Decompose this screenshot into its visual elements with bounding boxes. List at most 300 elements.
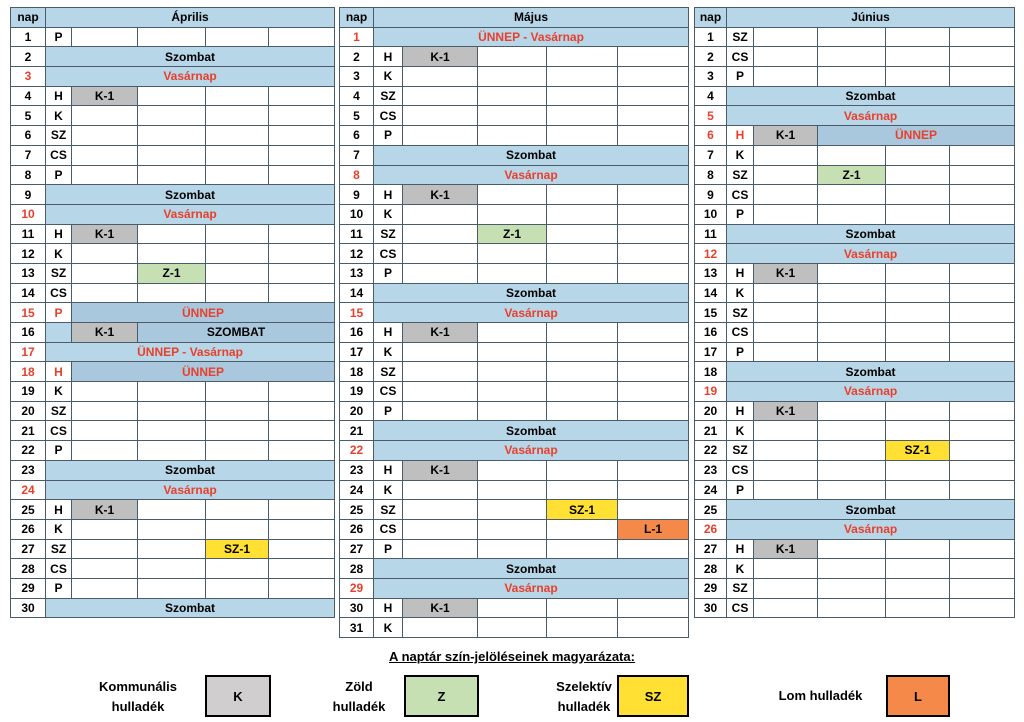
day-number: 18	[695, 362, 727, 382]
empty-cell	[950, 342, 1015, 362]
sunday-holiday-cell: Vasárnap	[374, 578, 689, 598]
legend-label-line: Kommunális	[98, 679, 177, 694]
empty-cell	[72, 263, 138, 283]
empty-cell	[72, 27, 138, 47]
empty-cell	[950, 67, 1015, 87]
empty-cell	[269, 165, 335, 185]
weekday-cell: K	[727, 421, 754, 441]
day-number: 13	[340, 263, 374, 283]
day-row	[695, 500, 1015, 520]
empty-cell	[754, 283, 818, 303]
empty-cell	[138, 244, 206, 264]
empty-cell	[950, 263, 1015, 283]
weekday-cell: H	[727, 539, 754, 559]
empty-cell	[403, 204, 478, 224]
saturday-cell: Szombat	[46, 185, 335, 205]
empty-cell	[886, 27, 950, 47]
empty-cell	[206, 165, 269, 185]
day-number: 29	[340, 578, 374, 598]
day-number: 19	[11, 382, 46, 402]
empty-cell	[950, 598, 1015, 618]
empty-cell	[754, 559, 818, 579]
weekday-cell: P	[727, 67, 754, 87]
empty-cell	[403, 618, 478, 638]
day-number: 22	[11, 441, 46, 461]
day-row	[695, 47, 1015, 67]
empty-cell	[206, 106, 269, 126]
day-number: 20	[340, 401, 374, 421]
empty-cell	[478, 204, 547, 224]
day-row	[11, 500, 335, 520]
weekday-cell: CS	[374, 106, 403, 126]
empty-cell	[886, 283, 950, 303]
day-row	[695, 303, 1015, 323]
empty-cell	[754, 460, 818, 480]
day-number: 25	[11, 500, 46, 520]
collection-z-cell: Z-1	[138, 263, 206, 283]
day-row	[340, 539, 689, 559]
weekday-cell: K	[374, 480, 403, 500]
collection-k-cell: K-1	[72, 323, 138, 343]
day-number: 6	[11, 126, 46, 146]
weekday-cell: P	[374, 263, 403, 283]
weekday-cell: P	[374, 401, 403, 421]
empty-cell	[618, 382, 689, 402]
day-number: 8	[695, 165, 727, 185]
empty-cell	[478, 244, 547, 264]
day-row	[340, 303, 689, 323]
empty-cell	[403, 342, 478, 362]
calendar-may	[339, 7, 689, 638]
empty-cell	[72, 401, 138, 421]
day-number: 16	[695, 323, 727, 343]
day-number: 8	[340, 165, 374, 185]
empty-cell	[618, 539, 689, 559]
empty-cell	[269, 401, 335, 421]
empty-cell	[618, 323, 689, 343]
empty-cell	[618, 67, 689, 87]
day-row	[11, 382, 335, 402]
month-title: Június	[727, 8, 1015, 28]
day-row	[11, 578, 335, 598]
day-row	[695, 283, 1015, 303]
day-number: 27	[340, 539, 374, 559]
empty-cell	[886, 204, 950, 224]
day-row	[340, 598, 689, 618]
collection-sz-cell: SZ-1	[206, 539, 269, 559]
day-row	[695, 244, 1015, 264]
day-number: 23	[11, 460, 46, 480]
weekday-cell: SZ	[46, 401, 72, 421]
weekday-cell: K	[374, 618, 403, 638]
legend-label-zold	[320, 677, 398, 717]
day-number: 5	[11, 106, 46, 126]
legend-label-line: Lom hulladék	[778, 688, 863, 703]
empty-cell	[206, 224, 269, 244]
sunday-holiday-cell: Vasárnap	[374, 165, 689, 185]
empty-cell	[206, 401, 269, 421]
empty-cell	[818, 539, 886, 559]
empty-cell	[547, 204, 618, 224]
empty-cell	[478, 401, 547, 421]
day-row	[695, 204, 1015, 224]
empty-cell	[478, 67, 547, 87]
empty-cell	[478, 539, 547, 559]
day-row	[340, 224, 689, 244]
day-number: 15	[340, 303, 374, 323]
day-row	[11, 480, 335, 500]
day-number: 26	[340, 519, 374, 539]
day-number: 7	[11, 145, 46, 165]
empty-cell	[72, 441, 138, 461]
legend-code: K	[233, 688, 243, 704]
day-number: 30	[11, 598, 46, 618]
empty-cell	[886, 185, 950, 205]
saturday-cell: Szombat	[46, 598, 335, 618]
empty-cell	[138, 441, 206, 461]
day-number: 13	[11, 263, 46, 283]
legend-code: L	[914, 688, 922, 704]
empty-cell	[950, 145, 1015, 165]
collection-k-cell: K-1	[403, 460, 478, 480]
empty-cell	[403, 106, 478, 126]
day-number: 24	[11, 480, 46, 500]
day-row	[11, 401, 335, 421]
weekday-cell: P	[727, 342, 754, 362]
day-number: 2	[695, 47, 727, 67]
day-row	[11, 106, 335, 126]
sunday-holiday-cell: Vasárnap	[727, 106, 1015, 126]
empty-cell	[72, 145, 138, 165]
weekday-cell: SZ	[374, 224, 403, 244]
empty-cell	[269, 126, 335, 146]
day-row	[11, 263, 335, 283]
empty-cell	[950, 303, 1015, 323]
sunday-holiday-cell: ÜNNEP - Vasárnap	[374, 27, 689, 47]
empty-cell	[618, 244, 689, 264]
empty-cell	[818, 460, 886, 480]
empty-cell	[206, 559, 269, 579]
day-row	[695, 67, 1015, 87]
sunday-holiday-cell: Vasárnap	[727, 244, 1015, 264]
empty-cell	[478, 263, 547, 283]
empty-cell	[547, 323, 618, 343]
empty-cell	[478, 185, 547, 205]
empty-cell	[269, 559, 335, 579]
day-row	[340, 342, 689, 362]
empty-cell	[206, 283, 269, 303]
empty-cell	[618, 224, 689, 244]
day-row	[11, 224, 335, 244]
day-row	[340, 460, 689, 480]
day-number: 2	[340, 47, 374, 67]
empty-cell	[754, 421, 818, 441]
day-row	[11, 145, 335, 165]
day-number: 1	[340, 27, 374, 47]
weekday-cell: H	[374, 185, 403, 205]
legend-label-szelektiv	[545, 677, 623, 717]
collection-k-cell: K-1	[754, 539, 818, 559]
empty-cell	[547, 244, 618, 264]
empty-cell	[547, 185, 618, 205]
empty-cell	[478, 618, 547, 638]
weekday-cell: CS	[374, 382, 403, 402]
legend-label-line: hulladék	[111, 699, 165, 714]
collection-k-cell: K-1	[403, 323, 478, 343]
empty-cell	[403, 500, 478, 520]
empty-cell	[950, 47, 1015, 67]
weekday-cell: P	[46, 441, 72, 461]
empty-cell	[138, 401, 206, 421]
weekday-cell: K	[46, 244, 72, 264]
weekday-cell: CS	[374, 244, 403, 264]
day-number: 28	[11, 559, 46, 579]
day-number: 17	[11, 342, 46, 362]
day-number: 12	[340, 244, 374, 264]
empty-cell	[138, 145, 206, 165]
empty-cell	[547, 126, 618, 146]
day-row	[11, 27, 335, 47]
saturday-cell: Szombat	[46, 47, 335, 67]
sunday-holiday-cell: Vasárnap	[46, 480, 335, 500]
weekday-cell: H	[374, 598, 403, 618]
empty-cell	[269, 224, 335, 244]
empty-cell	[547, 224, 618, 244]
weekday-cell: P	[46, 27, 72, 47]
day-row	[695, 598, 1015, 618]
legend-title: A naptár szín-jelöléseinek magyarázata:	[389, 649, 635, 664]
day-number: 22	[695, 441, 727, 461]
empty-cell	[138, 382, 206, 402]
empty-cell	[72, 421, 138, 441]
empty-cell	[206, 382, 269, 402]
day-row	[695, 460, 1015, 480]
day-row	[695, 263, 1015, 283]
day-number: 7	[340, 145, 374, 165]
empty-cell	[754, 145, 818, 165]
day-row	[695, 382, 1015, 402]
day-row	[11, 303, 335, 323]
empty-cell	[206, 500, 269, 520]
collection-k-cell: K-1	[72, 86, 138, 106]
empty-cell	[547, 460, 618, 480]
empty-cell	[950, 559, 1015, 579]
empty-cell	[403, 362, 478, 382]
day-number: 17	[340, 342, 374, 362]
empty-cell	[547, 67, 618, 87]
empty-cell	[886, 303, 950, 323]
weekday-cell: K	[727, 283, 754, 303]
weekday-cell: K	[374, 342, 403, 362]
empty-cell	[547, 362, 618, 382]
empty-cell	[72, 165, 138, 185]
empty-cell	[138, 539, 206, 559]
empty-cell	[403, 67, 478, 87]
day-number: 4	[340, 86, 374, 106]
empty-cell	[478, 47, 547, 67]
day-number: 13	[695, 263, 727, 283]
weekday-cell: H	[374, 460, 403, 480]
empty-cell	[886, 165, 950, 185]
day-row	[340, 204, 689, 224]
day-row	[11, 460, 335, 480]
weekday-cell: SZ	[727, 165, 754, 185]
empty-cell	[206, 145, 269, 165]
day-row	[695, 421, 1015, 441]
empty-cell	[403, 519, 478, 539]
calendar-june	[694, 7, 1015, 618]
day-number: 29	[695, 578, 727, 598]
empty-cell	[403, 263, 478, 283]
nap-header: nap	[695, 8, 727, 28]
day-number: 14	[11, 283, 46, 303]
empty-cell	[818, 342, 886, 362]
day-row	[11, 421, 335, 441]
day-number: 3	[695, 67, 727, 87]
weekday-cell: P	[46, 165, 72, 185]
day-number: 12	[11, 244, 46, 264]
weekday-cell: CS	[46, 145, 72, 165]
weekday-cell: P	[374, 126, 403, 146]
weekday-cell: K	[46, 519, 72, 539]
weekday-cell: H	[46, 224, 72, 244]
empty-cell	[269, 578, 335, 598]
weekday-cell: H	[46, 500, 72, 520]
day-row	[340, 263, 689, 283]
empty-cell	[269, 382, 335, 402]
empty-cell	[547, 106, 618, 126]
empty-cell	[478, 362, 547, 382]
day-number: 5	[340, 106, 374, 126]
empty-cell	[618, 185, 689, 205]
empty-cell	[618, 460, 689, 480]
day-row	[695, 86, 1015, 106]
empty-cell	[754, 47, 818, 67]
day-row	[695, 362, 1015, 382]
empty-cell	[206, 86, 269, 106]
empty-cell	[138, 126, 206, 146]
day-row	[695, 519, 1015, 539]
day-row	[340, 27, 689, 47]
empty-cell	[547, 401, 618, 421]
empty-cell	[886, 401, 950, 421]
day-number: 27	[695, 539, 727, 559]
saturday-cell: Szombat	[46, 460, 335, 480]
empty-cell	[818, 185, 886, 205]
weekday-cell: CS	[727, 460, 754, 480]
day-row	[340, 86, 689, 106]
day-number: 19	[695, 382, 727, 402]
empty-cell	[754, 185, 818, 205]
month-title: Április	[46, 8, 335, 28]
day-row	[695, 578, 1015, 598]
saturday-cell: Szombat	[727, 86, 1015, 106]
sunday-holiday-cell: Vasárnap	[374, 303, 689, 323]
day-number: 6	[340, 126, 374, 146]
weekday-cell: K	[374, 204, 403, 224]
empty-cell	[754, 27, 818, 47]
empty-cell	[403, 539, 478, 559]
day-number: 18	[340, 362, 374, 382]
empty-cell	[403, 86, 478, 106]
empty-cell	[478, 500, 547, 520]
day-number: 21	[695, 421, 727, 441]
nap-header: nap	[340, 8, 374, 28]
empty-cell	[818, 559, 886, 579]
weekday-cell: SZ	[727, 441, 754, 461]
legend-label-line: hulladék	[332, 699, 386, 714]
day-row	[340, 126, 689, 146]
empty-cell	[478, 342, 547, 362]
empty-cell	[547, 519, 618, 539]
collection-k-cell: K-1	[403, 185, 478, 205]
empty-cell	[478, 382, 547, 402]
collection-l-cell: L-1	[618, 519, 689, 539]
weekday-cell: K	[727, 145, 754, 165]
legend-label-line: Zöld	[345, 679, 373, 694]
weekday-cell: CS	[46, 559, 72, 579]
empty-cell	[754, 204, 818, 224]
empty-cell	[886, 47, 950, 67]
empty-cell	[72, 578, 138, 598]
day-row	[11, 598, 335, 618]
legend-box-szelektiv	[617, 675, 689, 717]
nap-header: nap	[11, 8, 46, 28]
day-number: 6	[695, 126, 727, 146]
sunday-holiday-cell: Vasárnap	[46, 204, 335, 224]
day-row	[695, 126, 1015, 146]
empty-cell	[269, 145, 335, 165]
empty-cell	[138, 500, 206, 520]
weekday-cell: P	[46, 303, 72, 323]
empty-cell	[618, 342, 689, 362]
day-row	[340, 362, 689, 382]
collection-k-cell: K-1	[403, 47, 478, 67]
empty-cell	[478, 460, 547, 480]
legend-label-kommunalis	[88, 677, 188, 717]
empty-cell	[547, 480, 618, 500]
weekday-cell: CS	[727, 598, 754, 618]
empty-cell	[618, 500, 689, 520]
empty-cell	[886, 578, 950, 598]
legend-code: Z	[437, 688, 446, 704]
legend-box-zold	[404, 675, 479, 717]
empty-cell	[138, 519, 206, 539]
empty-cell	[269, 244, 335, 264]
empty-cell	[403, 480, 478, 500]
sunday-holiday-cell: Vasárnap	[727, 519, 1015, 539]
day-row	[340, 618, 689, 638]
day-number: 1	[695, 27, 727, 47]
empty-cell	[269, 441, 335, 461]
day-row	[695, 441, 1015, 461]
weekday-cell: K	[727, 559, 754, 579]
empty-cell	[818, 441, 886, 461]
weekday-cell: SZ	[374, 500, 403, 520]
day-row	[11, 362, 335, 382]
empty-cell	[818, 598, 886, 618]
day-number: 8	[11, 165, 46, 185]
empty-cell	[950, 401, 1015, 421]
empty-cell	[886, 145, 950, 165]
empty-cell	[886, 559, 950, 579]
day-number: 11	[11, 224, 46, 244]
empty-cell	[886, 480, 950, 500]
empty-cell	[818, 283, 886, 303]
day-row	[11, 86, 335, 106]
weekday-cell: H	[374, 323, 403, 343]
empty-cell	[206, 244, 269, 264]
